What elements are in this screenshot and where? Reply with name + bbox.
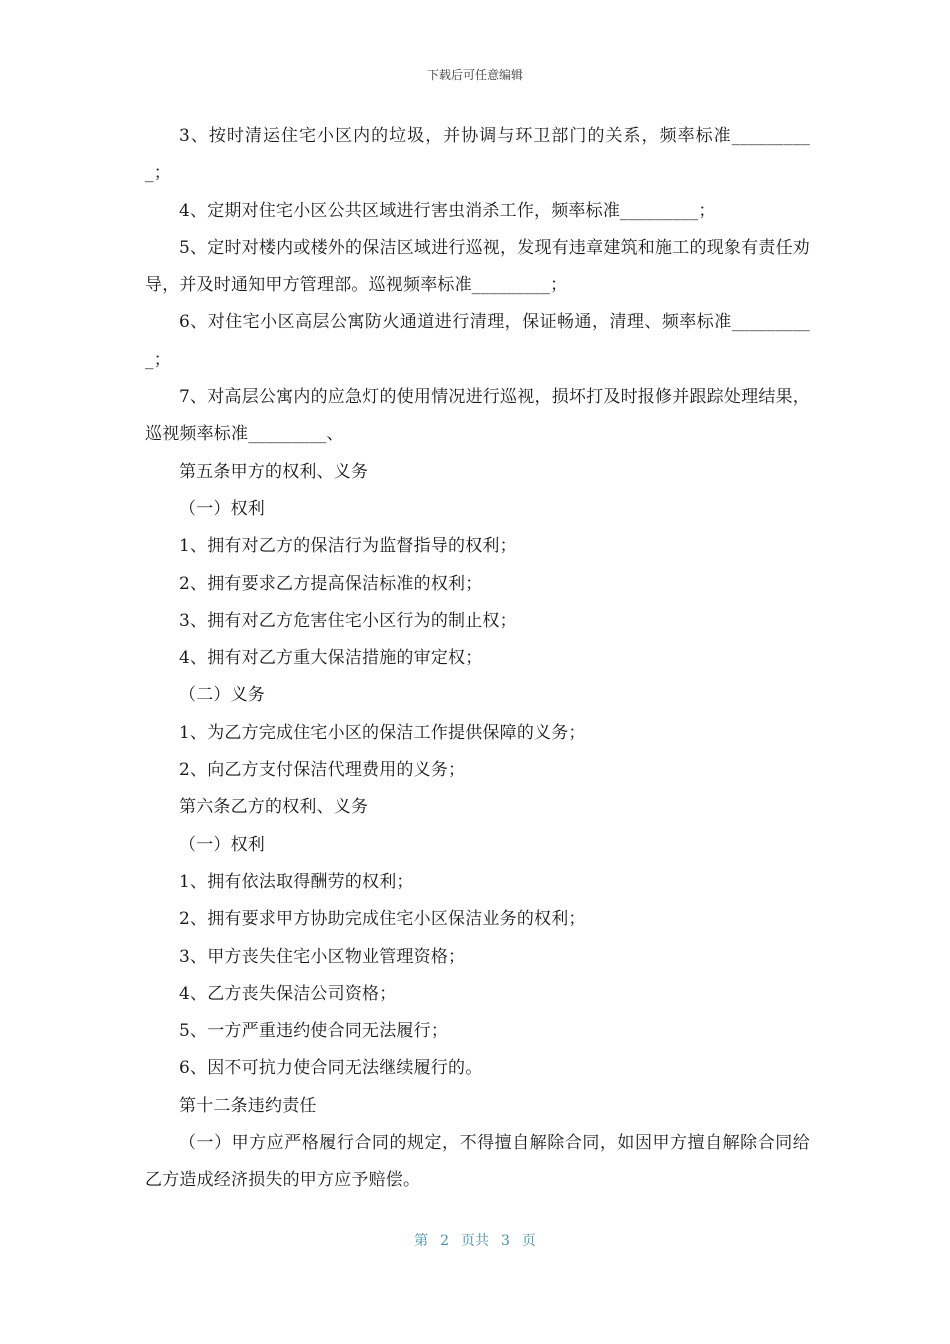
paragraph: 3、甲方丧失住宅小区物业管理资格； [179,946,466,967]
page-header: 下载后可任意编辑 [426,68,523,82]
footer-middle: 页共 [461,1233,489,1249]
paragraph: 1、拥有对乙方的保洁行为监督指导的权利； [179,536,517,557]
section-heading: 第六条乙方的权利、义务 [179,797,369,818]
paragraph: （一）甲方应严格履行合同的规定，不得擅自解除合同，如因甲方擅自解除合同给乙方造成经济损失的甲方应予赔偿。 [145,1133,810,1191]
paragraph: 3、拥有对乙方危害住宅小区行为的制止权； [179,610,517,631]
paragraph: 5、定时对楼内或楼外的保洁区域进行巡视，发现有违章建筑和施工的现象有责任劝导，并及时通知甲方管理部。巡视频率标准_________； [145,237,810,296]
paragraph: 2、拥有要求乙方提高保洁标准的权利； [179,573,483,594]
paragraph: 5、一方严重违约使合同无法履行； [179,1021,449,1042]
total-page-number: 3 [501,1233,510,1249]
paragraph: 4、乙方丧失保洁公司资格； [179,983,397,1004]
subsection-heading: （一）权利 [179,498,265,519]
paragraph: 6、对住宅小区高层公寓防火通道进行清理，保证畅通，清理、频率标准__________； [145,312,810,370]
current-page-number: 2 [440,1233,449,1249]
paragraph: 7、对高层公寓内的应急灯的使用情况进行巡视，损坏打及时报修并跟踪处理结果，巡视频率标准_________、 [145,387,810,445]
section-heading: 第五条甲方的权利、义务 [179,461,369,482]
document-body [145,118,810,1200]
paragraph: 1、拥有依法取得酬劳的权利； [179,871,414,892]
paragraph: 2、拥有要求甲方协助完成住宅小区保洁业务的权利； [179,909,586,930]
paragraph: 6、因不可抗力使合同无法继续履行的。 [179,1058,483,1079]
paragraph: 2、向乙方支付保洁代理费用的义务； [179,760,466,781]
footer-prefix: 第 [414,1233,429,1249]
subsection-heading: （一）权利 [179,834,265,855]
paragraph: 4、拥有对乙方重大保洁措施的审定权； [179,648,483,669]
paragraph: 3、按时清运住宅小区内的垃圾，并协调与环卫部门的关系，频率标准__________； [145,126,810,184]
section-heading: 第十二条违约责任 [179,1095,317,1116]
footer-suffix: 页 [521,1233,536,1249]
subsection-heading: （二）义务 [179,685,265,706]
paragraph: 1、为乙方完成住宅小区的保洁工作提供保障的义务； [179,722,586,743]
page-footer [0,1230,950,1250]
paragraph: 4、定期对住宅小区公共区域进行害虫消杀工作，频率标准_________； [179,200,716,221]
